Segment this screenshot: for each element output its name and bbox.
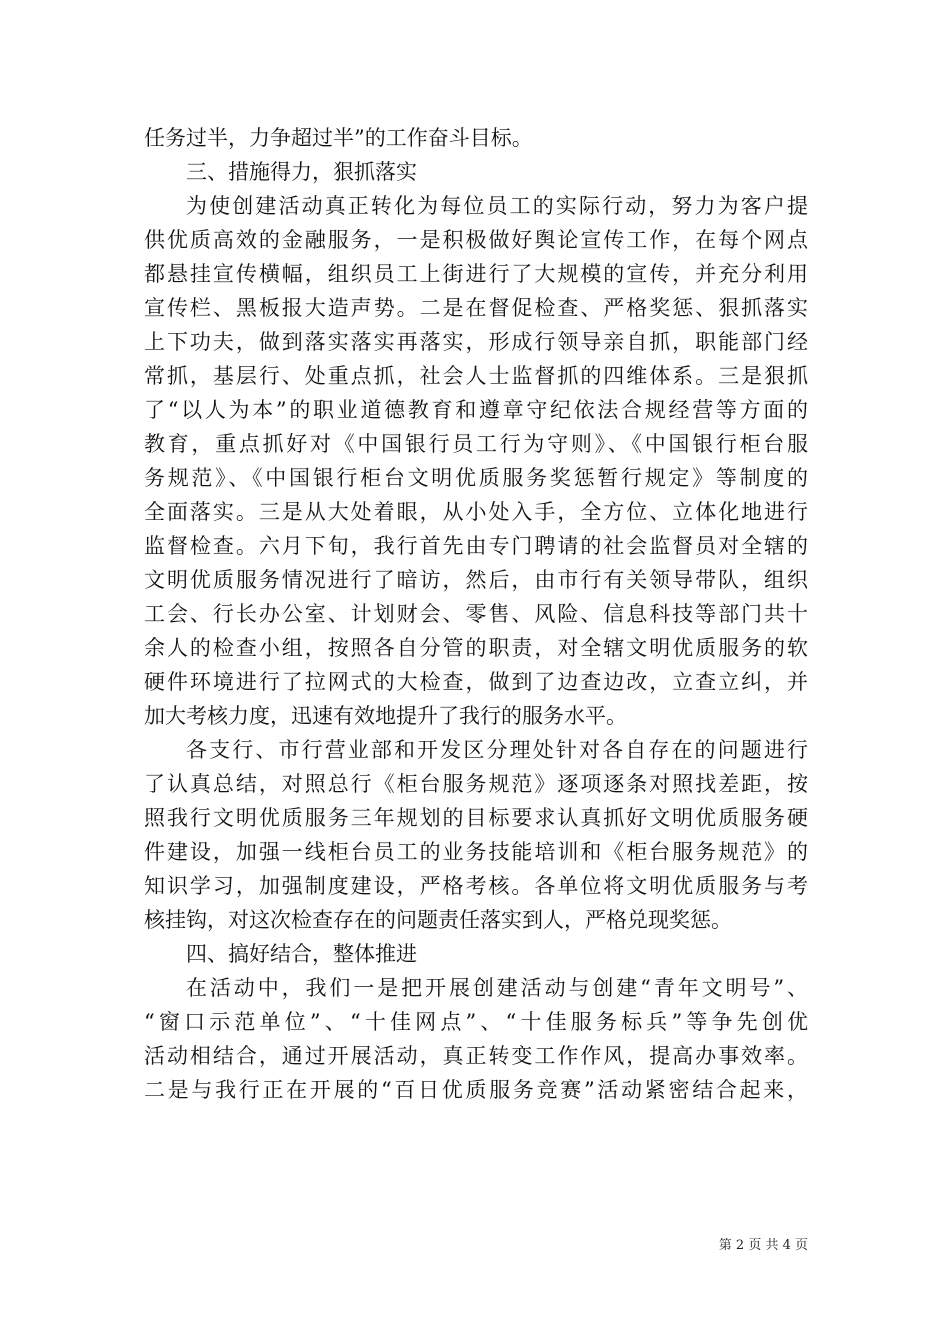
section-heading-4: 四、搞好结合，整体推进 [186,942,417,966]
text-line-7: 上下功夫，做到落实落实再落实，形成行领导亲自抓，职能部门经 [144,330,808,354]
text-line-8: 常抓，基层行、处重点抓，社会人士监督抓的四维体系。三是狠抓 [144,364,808,388]
text-line-3: 为使创建活动真正转化为每位员工的实际行动，努力为客户提 [186,194,808,218]
page-number-footer: 第 2 页 共 4 页 [718,1238,808,1253]
text-line-14: 文明优质服务情况进行了暗访，然后，由市行有关领导带队，组织 [144,568,808,592]
text-line-28: 活动相结合，通过开展活动，真正转变工作作风，提高办事效率。 [144,1044,808,1068]
text-line-19: 各支行、市行营业部和开发区分理处针对各自存在的问题进行 [186,738,808,762]
text-line-26: 在活动中，我们一是把开展创建活动与创建“青年文明号”、 [186,976,808,1000]
text-line-15: 工会、行长办公室、计划财会、零售、风险、信息科技等部门共十 [144,602,808,626]
text-line-23: 知识学习，加强制度建设，严格考核。各单位将文明优质服务与考 [144,874,808,898]
text-line-12: 全面落实。三是从大处着眼，从小处入手，全方位、立体化地进行 [144,500,808,524]
text-line-17: 硬件环境进行了拉网式的大检查，做到了边查边改，立查立纠，并 [144,670,808,694]
text-line-18: 加大考核力度，迅速有效地提升了我行的服务水平。 [144,704,627,728]
text-line-5: 都悬挂宣传横幅，组织员工上街进行了大规模的宣传，并充分利用 [144,262,808,286]
section-heading-3: 三、措施得力，狠抓落实 [186,160,417,184]
text-line-10: 教育，重点抓好对《中国银行员工行为守则》、《中国银行柜台服 [144,432,808,456]
text-line-20: 了认真总结，对照总行《柜台服务规范》逐项逐条对照找差距，按 [144,772,808,796]
text-line-6: 宣传栏、黑板报大造声势。二是在督促检查、严格奖惩、狠抓落实 [144,296,808,320]
text-line-21: 照我行文明优质服务三年规划的目标要求认真抓好文明优质服务硬 [144,806,808,830]
text-line-1: 任务过半，力争超过半”的工作奋斗目标。 [144,126,533,150]
text-line-4: 供优质高效的金融服务，一是积极做好舆论宣传工作，在每个网点 [144,228,808,252]
text-line-29: 二是与我行正在开展的“百日优质服务竞赛”活动紧密结合起来， [144,1078,808,1102]
text-line-27: “窗口示范单位”、“十佳网点”、“十佳服务标兵”等争先创优 [144,1010,808,1034]
text-line-24: 核挂钩，对这次检查存在的问题责任落实到人，严格兑现奖惩。 [144,908,732,932]
text-line-11: 务规范》、《中国银行柜台文明优质服务奖惩暂行规定》等制度的 [144,466,808,490]
text-line-22: 件建设，加强一线柜台员工的业务技能培训和《柜台服务规范》的 [144,840,808,864]
text-line-13: 监督检查。六月下旬，我行首先由专门聘请的社会监督员对全辖的 [144,534,808,558]
text-line-9: 了“以人为本”的职业道德教育和遵章守纪依法合规经营等方面的 [144,398,808,422]
text-line-16: 余人的检查小组，按照各自分管的职责，对全辖文明优质服务的软 [144,636,808,660]
